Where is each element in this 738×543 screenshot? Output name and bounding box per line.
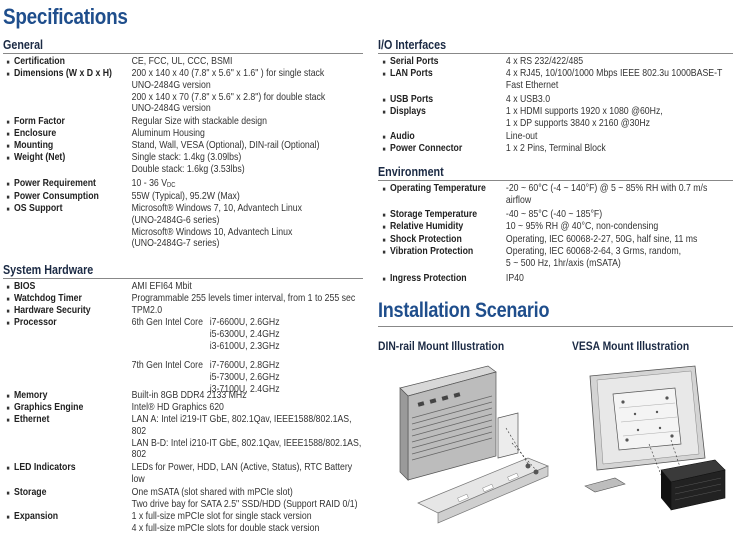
spec-value-watchdog-timer: Programmable 255 levels timer interval, from 1 to 255 sec bbox=[131, 293, 356, 304]
spec-value-weight: Single stack: 1.4kg (3.09lbs) Double stack: 1.6kg (3.53lbs) bbox=[131, 152, 245, 175]
general-specs bbox=[14, 56, 384, 256]
spec-label-ethernet: ■ Ethernet bbox=[14, 414, 49, 426]
section-rule bbox=[3, 53, 363, 54]
spec-label-storage: ■ Storage bbox=[14, 487, 46, 499]
spec-value-memory: Built-in 8GB DDR4 2133 MHz bbox=[131, 390, 247, 401]
spec-label-bios: ■ BIOS bbox=[14, 281, 35, 293]
section-rule bbox=[378, 53, 733, 54]
environment-specs bbox=[390, 183, 734, 288]
spec-label-graphics-engine: ■ Graphics Engine bbox=[14, 402, 83, 414]
spec-value-operating-temperature: -20 ~ 60°C (-4 ~ 140°F) @ 5 ~ 85% RH with 0.7 m/s airflow bbox=[505, 183, 708, 206]
spec-value-lan-ports: 4 x RJ45, 10/100/1000 Mbps IEEE 802.3u 1000BASE-T Fast Ethernet bbox=[505, 68, 723, 91]
spec-label-lan-ports: ■ LAN Ports bbox=[390, 68, 433, 80]
spec-label-ingress-protection: ■ Ingress Protection bbox=[390, 273, 467, 285]
vesa-mount-illustration bbox=[575, 358, 735, 538]
spec-label-relative-humidity: ■ Relative Humidity bbox=[390, 221, 463, 233]
spec-value-usb-ports: 4 x USB3.0 bbox=[505, 94, 551, 105]
spec-value-serial-ports: 4 x RS 232/422/485 bbox=[505, 56, 584, 67]
spec-value-storage-temperature: -40 ~ 85°C (-40 ~ 185°F) bbox=[505, 209, 603, 220]
din-rail-caption: DIN-rail Mount Illustration bbox=[378, 339, 505, 353]
spec-label-hardware-security: ■ Hardware Security bbox=[14, 305, 91, 317]
spec-label-expansion: ■ Expansion bbox=[14, 511, 58, 523]
section-rule bbox=[3, 278, 363, 279]
spec-label-memory: ■ Memory bbox=[14, 390, 47, 402]
vesa-caption: VESA Mount Illustration bbox=[572, 339, 690, 353]
spec-value-power-consumption: 55W (Typical), 95.2W (Max) bbox=[131, 191, 240, 202]
spec-value-audio: Line-out bbox=[505, 131, 538, 142]
section-heading-environment: Environment bbox=[378, 165, 444, 179]
spec-label-enclosure: ■ Enclosure bbox=[14, 128, 56, 140]
spec-label-usb-ports: ■ USB Ports bbox=[390, 94, 433, 106]
spec-label-os-support: ■ OS Support bbox=[14, 203, 62, 215]
spec-value-power-requirement: 10 - 36 VDC bbox=[131, 178, 176, 189]
spec-label-audio: ■ Audio bbox=[390, 131, 415, 143]
section-heading-system-hardware: System Hardware bbox=[3, 263, 94, 277]
spec-value-displays: 1 x HDMI supports 1920 x 1080 @60Hz, 1 x DP supports 3840 x 2160 @30Hz bbox=[505, 106, 663, 129]
io-interfaces-specs bbox=[390, 56, 734, 161]
spec-label-shock-protection: ■ Shock Protection bbox=[390, 234, 462, 246]
page-title: Specifications bbox=[3, 4, 128, 29]
spec-value-processor: 6th Gen Intel Core i7-6600U, 2.6GHz i5-6300U, 2.4GHz i3-6100U, 2.3GHz 7th Gen Intel Core i7-7600U, 2.8GHz i5-7300U, 2.6GHz i3-7100U, 2.4GHz bbox=[131, 317, 280, 395]
spec-value-expansion: 1 x full-size mPCIe slot for single stack version 4 x full-size mPCIe slots for double stack version bbox=[131, 511, 320, 534]
spec-value-bios: AMI EFI64 Mbit bbox=[131, 281, 192, 292]
spec-label-vibration-protection: ■ Vibration Protection bbox=[390, 246, 473, 258]
section-rule bbox=[378, 180, 733, 181]
spec-label-processor: ■ Processor bbox=[14, 317, 57, 329]
spec-value-hardware-security: TPM2.0 bbox=[131, 305, 163, 316]
din-rail-mount-illustration bbox=[378, 358, 563, 538]
spec-value-led-indicators: LEDs for Power, HDD, LAN (Active, Status), RTC Battery low bbox=[131, 462, 353, 485]
spec-value-mounting: Stand, Wall, VESA (Optional), DIN-rail (Optional) bbox=[131, 140, 320, 151]
spec-label-power-consumption: ■ Power Consumption bbox=[14, 191, 99, 203]
spec-value-storage: One mSATA (slot shared with mPCIe slot) Two drive bay for SATA 2.5" SSD/HDD (Support RAID 0/1) bbox=[131, 487, 358, 510]
spec-label-certification: ■ Certification bbox=[14, 56, 65, 68]
spec-label-power-connector: ■ Power Connector bbox=[390, 143, 462, 155]
spec-value-enclosure: Aluminum Housing bbox=[131, 128, 205, 139]
spec-label-dimensions: ■ Dimensions (W x D x H) bbox=[14, 68, 112, 80]
spec-label-mounting: ■ Mounting bbox=[14, 140, 53, 152]
section-rule bbox=[378, 326, 733, 327]
spec-label-operating-temperature: ■ Operating Temperature bbox=[390, 183, 486, 195]
spec-value-graphics-engine: Intel® HD Graphics 620 bbox=[131, 402, 224, 413]
spec-value-form-factor: Regular Size with stackable design bbox=[131, 116, 267, 127]
spec-value-shock-protection: Operating, IEC 60068-2-27, 50G, half sine, 11 ms bbox=[505, 234, 698, 245]
spec-value-relative-humidity: 10 ~ 95% RH @ 40°C, non-condensing bbox=[505, 221, 659, 232]
spec-label-weight: ■ Weight (Net) bbox=[14, 152, 65, 164]
spec-value-os-support: Microsoft® Windows 7, 10, Advantech Linux (UNO-2484G-6 series) Microsoft® Windows 10, Advantech Linux (UNO-2484G-7 series) bbox=[131, 203, 303, 250]
installation-title: Installation Scenario bbox=[378, 299, 550, 322]
spec-label-led-indicators: ■ LED Indicators bbox=[14, 462, 76, 474]
spec-label-displays: ■ Displays bbox=[390, 106, 426, 118]
spec-value-ethernet: LAN A: Intel i219-IT GbE, 802.1Qav, IEEE1588/802.1AS, 802 LAN B-D: Intel i210-IT GbE, 802.1Qav, IEEE1588/802.1AS, 802 bbox=[131, 414, 362, 461]
spec-value-power-connector: 1 x 2 Pins, Terminal Block bbox=[505, 143, 606, 154]
spec-label-power-requirement: ■ Power Requirement bbox=[14, 178, 96, 190]
spec-value-vibration-protection: Operating, IEC 60068-2-64, 3 Grms, random, 5 ~ 500 Hz, 1hr/axis (mSATA) bbox=[505, 246, 682, 269]
spec-label-form-factor: ■ Form Factor bbox=[14, 116, 65, 128]
spec-value-ingress-protection: IP40 bbox=[505, 273, 524, 284]
spec-value-certification: CE, FCC, UL, CCC, BSMI bbox=[131, 56, 233, 67]
section-heading-io-interfaces: I/O Interfaces bbox=[378, 38, 447, 52]
spec-label-storage-temperature: ■ Storage Temperature bbox=[390, 209, 477, 221]
spec-label-watchdog-timer: ■ Watchdog Timer bbox=[14, 293, 82, 305]
section-heading-general: General bbox=[3, 38, 44, 52]
system-hardware-specs bbox=[14, 281, 384, 543]
spec-value-dimensions: 200 x 140 x 40 (7.8" x 5.6" x 1.6" ) for single stack UNO-2484G version 200 x 140 x 70 (7.8" x 5.6" x 2.8") for double stack UNO-2484G version bbox=[131, 68, 326, 115]
spec-label-serial-ports: ■ Serial Ports bbox=[390, 56, 439, 68]
